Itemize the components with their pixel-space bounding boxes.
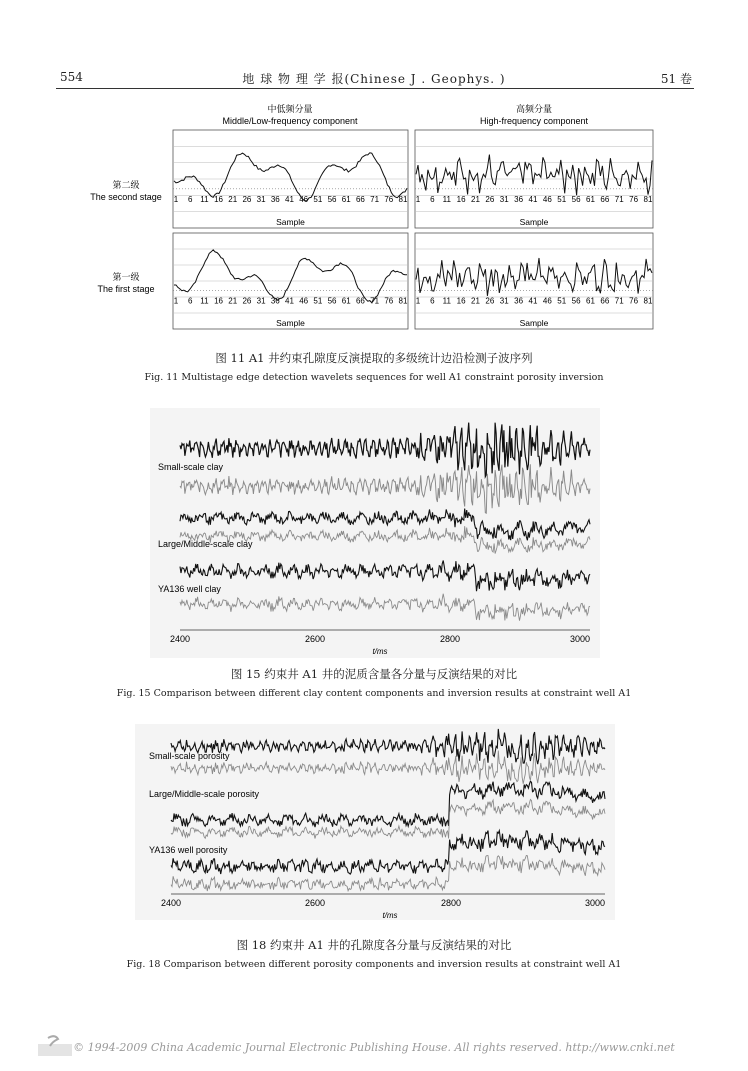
- fig11-tick-label: 11: [200, 296, 209, 306]
- figure-18: [135, 724, 615, 920]
- fig11-tick-label: 31: [499, 194, 509, 204]
- fig18-label-well: YA136 well porosity: [149, 845, 228, 855]
- fig11-tick-label: 66: [600, 194, 610, 204]
- fig11-tick-label: 76: [629, 194, 639, 204]
- fig11-tick-label: 1: [415, 296, 421, 306]
- fig15-label-well: YA136 well clay: [158, 584, 221, 594]
- fig11-tick-label: 16: [456, 296, 466, 306]
- fig11-xlabel: Sample: [519, 217, 549, 227]
- fig11-tick-label: 21: [471, 194, 480, 204]
- fig11-tick-label: 66: [355, 194, 365, 204]
- fig11-tick-label: 21: [471, 296, 480, 306]
- fig11-tick-label: 41: [285, 296, 294, 306]
- figure-15: [150, 408, 600, 658]
- fig11-caption-cn: 图 11 A1 井约束孔隙度反演提取的多级统计边沿检测子波序列: [215, 351, 533, 365]
- fig11-tick-label: 76: [629, 296, 639, 306]
- fig15-caption-cn: 图 15 约束井 A1 井的泥质含量各分量与反演结果的对比: [230, 667, 518, 681]
- fig11-tick-label: 6: [187, 194, 193, 204]
- fig11-tick-label: 11: [442, 296, 451, 306]
- fig11-tick-label: 41: [528, 296, 538, 306]
- fig11-tick-label: 31: [256, 194, 266, 204]
- fig11-tick-label: 41: [528, 194, 538, 204]
- fig11-col-left-cn: 中低频分量: [267, 104, 313, 114]
- fig11-tick-label: 46: [542, 296, 552, 306]
- fig11-tick-label: 11: [442, 194, 451, 204]
- fig11-tick-label: 36: [514, 194, 524, 204]
- fig11-tick-label: 81: [643, 296, 653, 306]
- fig11-tick-label: 1: [415, 194, 421, 204]
- fig15-tick-2600: 2600: [304, 634, 326, 644]
- fig11-tick-label: 16: [456, 194, 466, 204]
- fig11-tick-label: 71: [370, 194, 380, 204]
- figure-11: [80, 100, 680, 335]
- fig11-row1-en: The second stage: [90, 192, 162, 202]
- fig11-tick-label: 71: [614, 194, 624, 204]
- fig11-tick-label: 11: [200, 194, 209, 204]
- fig11-tick-label: 26: [242, 194, 252, 204]
- fig11-tick-label: 81: [643, 194, 653, 204]
- fig18-label-small: Small-scale porosity: [149, 751, 230, 761]
- fig15-tick-2800: 2800: [439, 634, 461, 644]
- fig11-tick-label: 26: [242, 296, 252, 306]
- fig15-xlabel: t/ms: [372, 647, 388, 656]
- fig11-tick-label: 6: [430, 296, 435, 306]
- fig11-tick-label: 16: [214, 296, 224, 306]
- fig15-tick-2400: 2400: [169, 634, 191, 644]
- fig11-tick-label: 61: [586, 194, 595, 204]
- fig18-label-large: Large/Middle-scale porosity: [149, 789, 260, 799]
- fig11-tick-label: 31: [256, 296, 266, 306]
- fig11-tick-label: 51: [313, 296, 323, 306]
- fig11-xlabel: Sample: [276, 217, 305, 227]
- fig11-tick-label: 66: [355, 296, 365, 306]
- fig11-tick-label: 61: [586, 296, 595, 306]
- fig11-tick-label: 51: [313, 194, 323, 204]
- fig11-tick-label: 51: [557, 194, 567, 204]
- fig15-label-large: Large/Middle-scale clay: [158, 539, 253, 549]
- fig11-tick-label: 46: [299, 194, 309, 204]
- header-rule: [56, 88, 694, 89]
- fig18-caption-cn: 图 18 约束井 A1 井的孔隙度各分量与反演结果的对比: [236, 938, 512, 952]
- fig11-row2-cn: 第一级: [112, 272, 140, 282]
- fig11-xlabel: Sample: [276, 318, 305, 328]
- fig11-tick-label: 1: [173, 296, 179, 306]
- fig11-tick-label: 61: [341, 296, 351, 306]
- fig18-tick-2600: 2600: [304, 898, 326, 908]
- fig11-tick-label: 26: [485, 296, 495, 306]
- page-number: 554: [60, 70, 83, 84]
- fig15-caption-en: Fig. 15 Comparison between different clay content components and inversion results at constraint well A1: [116, 688, 632, 699]
- fig18-xlabel: t/ms: [382, 911, 398, 920]
- fig11-tick-label: 71: [614, 296, 624, 306]
- fig11-tick-label: 36: [514, 296, 524, 306]
- fig11-tick-label: 21: [228, 194, 238, 204]
- fig11-xlabel: Sample: [519, 318, 549, 328]
- fig11-tick-label: 56: [571, 296, 581, 306]
- fig11-tick-label: 51: [557, 296, 567, 306]
- fig11-tick-label: 56: [327, 296, 337, 306]
- fig11-tick-label: 21: [228, 296, 238, 306]
- fig11-tick-label: 56: [571, 194, 581, 204]
- fig11-tick-label: 71: [370, 296, 380, 306]
- fig18-caption-en: Fig. 18 Comparison between different porosity components and inversion results at constraint well A1: [126, 959, 622, 970]
- fig11-tick-label: 6: [187, 296, 193, 306]
- fig11-tick-label: 1: [173, 194, 179, 204]
- fig11-tick-label: 16: [214, 194, 224, 204]
- fig18-tick-3000: 3000: [584, 898, 606, 908]
- fig11-tick-label: 36: [270, 296, 280, 306]
- fig11-tick-label: 76: [384, 194, 394, 204]
- fig11-col-left-en: Middle/Low-frequency component: [222, 116, 358, 126]
- fig11-tick-label: 46: [299, 296, 309, 306]
- fig11-tick-label: 56: [327, 194, 337, 204]
- fig11-tick-label: 46: [542, 194, 552, 204]
- fig11-row2-en: The first stage: [97, 284, 155, 294]
- fig11-tick-label: 6: [430, 194, 435, 204]
- fig15-label-small: Small-scale clay: [158, 462, 224, 472]
- fig11-tick-label: 36: [270, 194, 280, 204]
- copyright-footer: © 1994-2009 China Academic Journal Electronic Publishing House. All rights reserved. http://www.cnki.net: [73, 1041, 675, 1054]
- fig11-col-right-cn: 高频分量: [515, 104, 553, 114]
- fig11-tick-label: 26: [485, 194, 495, 204]
- fig15-tick-3000: 3000: [569, 634, 591, 644]
- fig11-col-right-en: High-frequency component: [479, 116, 589, 126]
- fig11-tick-label: 31: [499, 296, 509, 306]
- fig11-caption-en: Fig. 11 Multistage edge detection wavelets sequences for well A1 constraint porosity inversion: [144, 372, 604, 383]
- fig11-tick-label: 81: [398, 194, 408, 204]
- fig11-tick-label: 41: [285, 194, 294, 204]
- fig11-row1-cn: 第二级: [112, 180, 140, 190]
- journal-title: 地 球 物 理 学 报(Chinese J . Geophys. ): [242, 72, 506, 86]
- fig11-tick-label: 81: [398, 296, 408, 306]
- fig18-tick-2800: 2800: [440, 898, 462, 908]
- fig11-tick-label: 66: [600, 296, 610, 306]
- fig18-tick-2400: 2400: [160, 898, 182, 908]
- fig11-tick-label: 76: [384, 296, 394, 306]
- volume-number: 51 卷: [660, 72, 692, 86]
- fig11-tick-label: 61: [341, 194, 351, 204]
